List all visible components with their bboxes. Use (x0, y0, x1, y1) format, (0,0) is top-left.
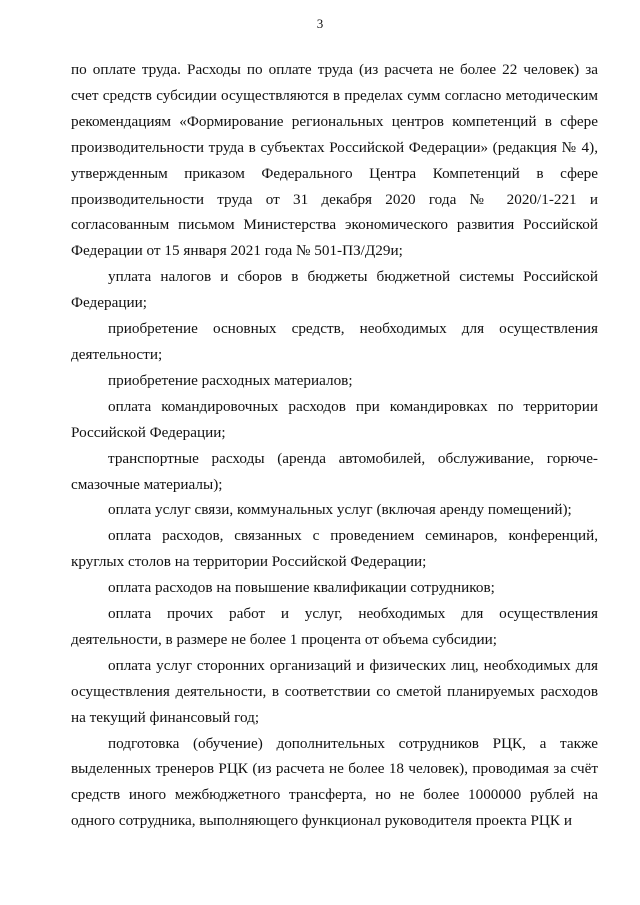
document-body (71, 57, 598, 834)
paragraph-training: оплата расходов на повышение квалификации сотрудников; (108, 579, 495, 597)
paragraph-fixed-assets: приобретение основных средств, необходимых для осуществления деятельности; (71, 320, 598, 363)
paragraph-other-works: оплата прочих работ и услуг, необходимых для осуществления деятельности, в размере не более 1 процента от объема субсидии; (71, 605, 598, 648)
paragraph-labor-costs: по оплате труда. Расходы по оплате труда (из расчета не более 22 человек) за счет средств субсидии осуществляются в пределах сумм согласно методическим рекомендациям «Формирование региональных центров компетенций в сфере производительности труда в субъектах Российской Федерации» (редакция № 4), утвержденным приказом Федерального Центра Компетенций в сфере производительности труда от 31 декабря 2020 года № 2020/1-221 и согласованным письмом Министерства экономического развития Российской Федерации от 15 января 2021 года № 501-ПЗ/Д29и; (71, 61, 598, 260)
paragraph-travel: оплата командировочных расходов при командировках по территории Российской Федерации; (71, 397, 598, 441)
paragraph-seminars: оплата расходов, связанных с проведением семинаров, конференций, круглых столов на территории Российской Федерации; (71, 527, 598, 571)
paragraph-transport: транспортные расходы (аренда автомобилей, обслуживание, горюче-смазочные материалы); (71, 449, 598, 493)
paragraph-consumables: приобретение расходных материалов; (108, 371, 353, 389)
paragraph-third-party: оплата услуг сторонних организаций и физических лиц, необходимых для осуществления деятельности, в соответствии со сметой планируемых расходов на текущий финансовый год; (71, 656, 598, 726)
paragraph-utilities: оплата услуг связи, коммунальных услуг (включая аренду помещений); (108, 501, 572, 519)
paragraph-staff-training: подготовка (обучение) дополнительных сотрудников РЦК, а также выделенных тренеров РЦК (из расчета не более 18 человек), проводимая за счёт средств иного межбюджетного трансферта, но не более 1000000 рублей на одного сотрудника, выполняющего функционал руководителя проекта РЦК и (71, 734, 598, 830)
paragraph-taxes: уплата налогов и сборов в бюджеты бюджетной системы Российской Федерации; (71, 268, 598, 312)
page-number: 3 (316, 16, 324, 31)
